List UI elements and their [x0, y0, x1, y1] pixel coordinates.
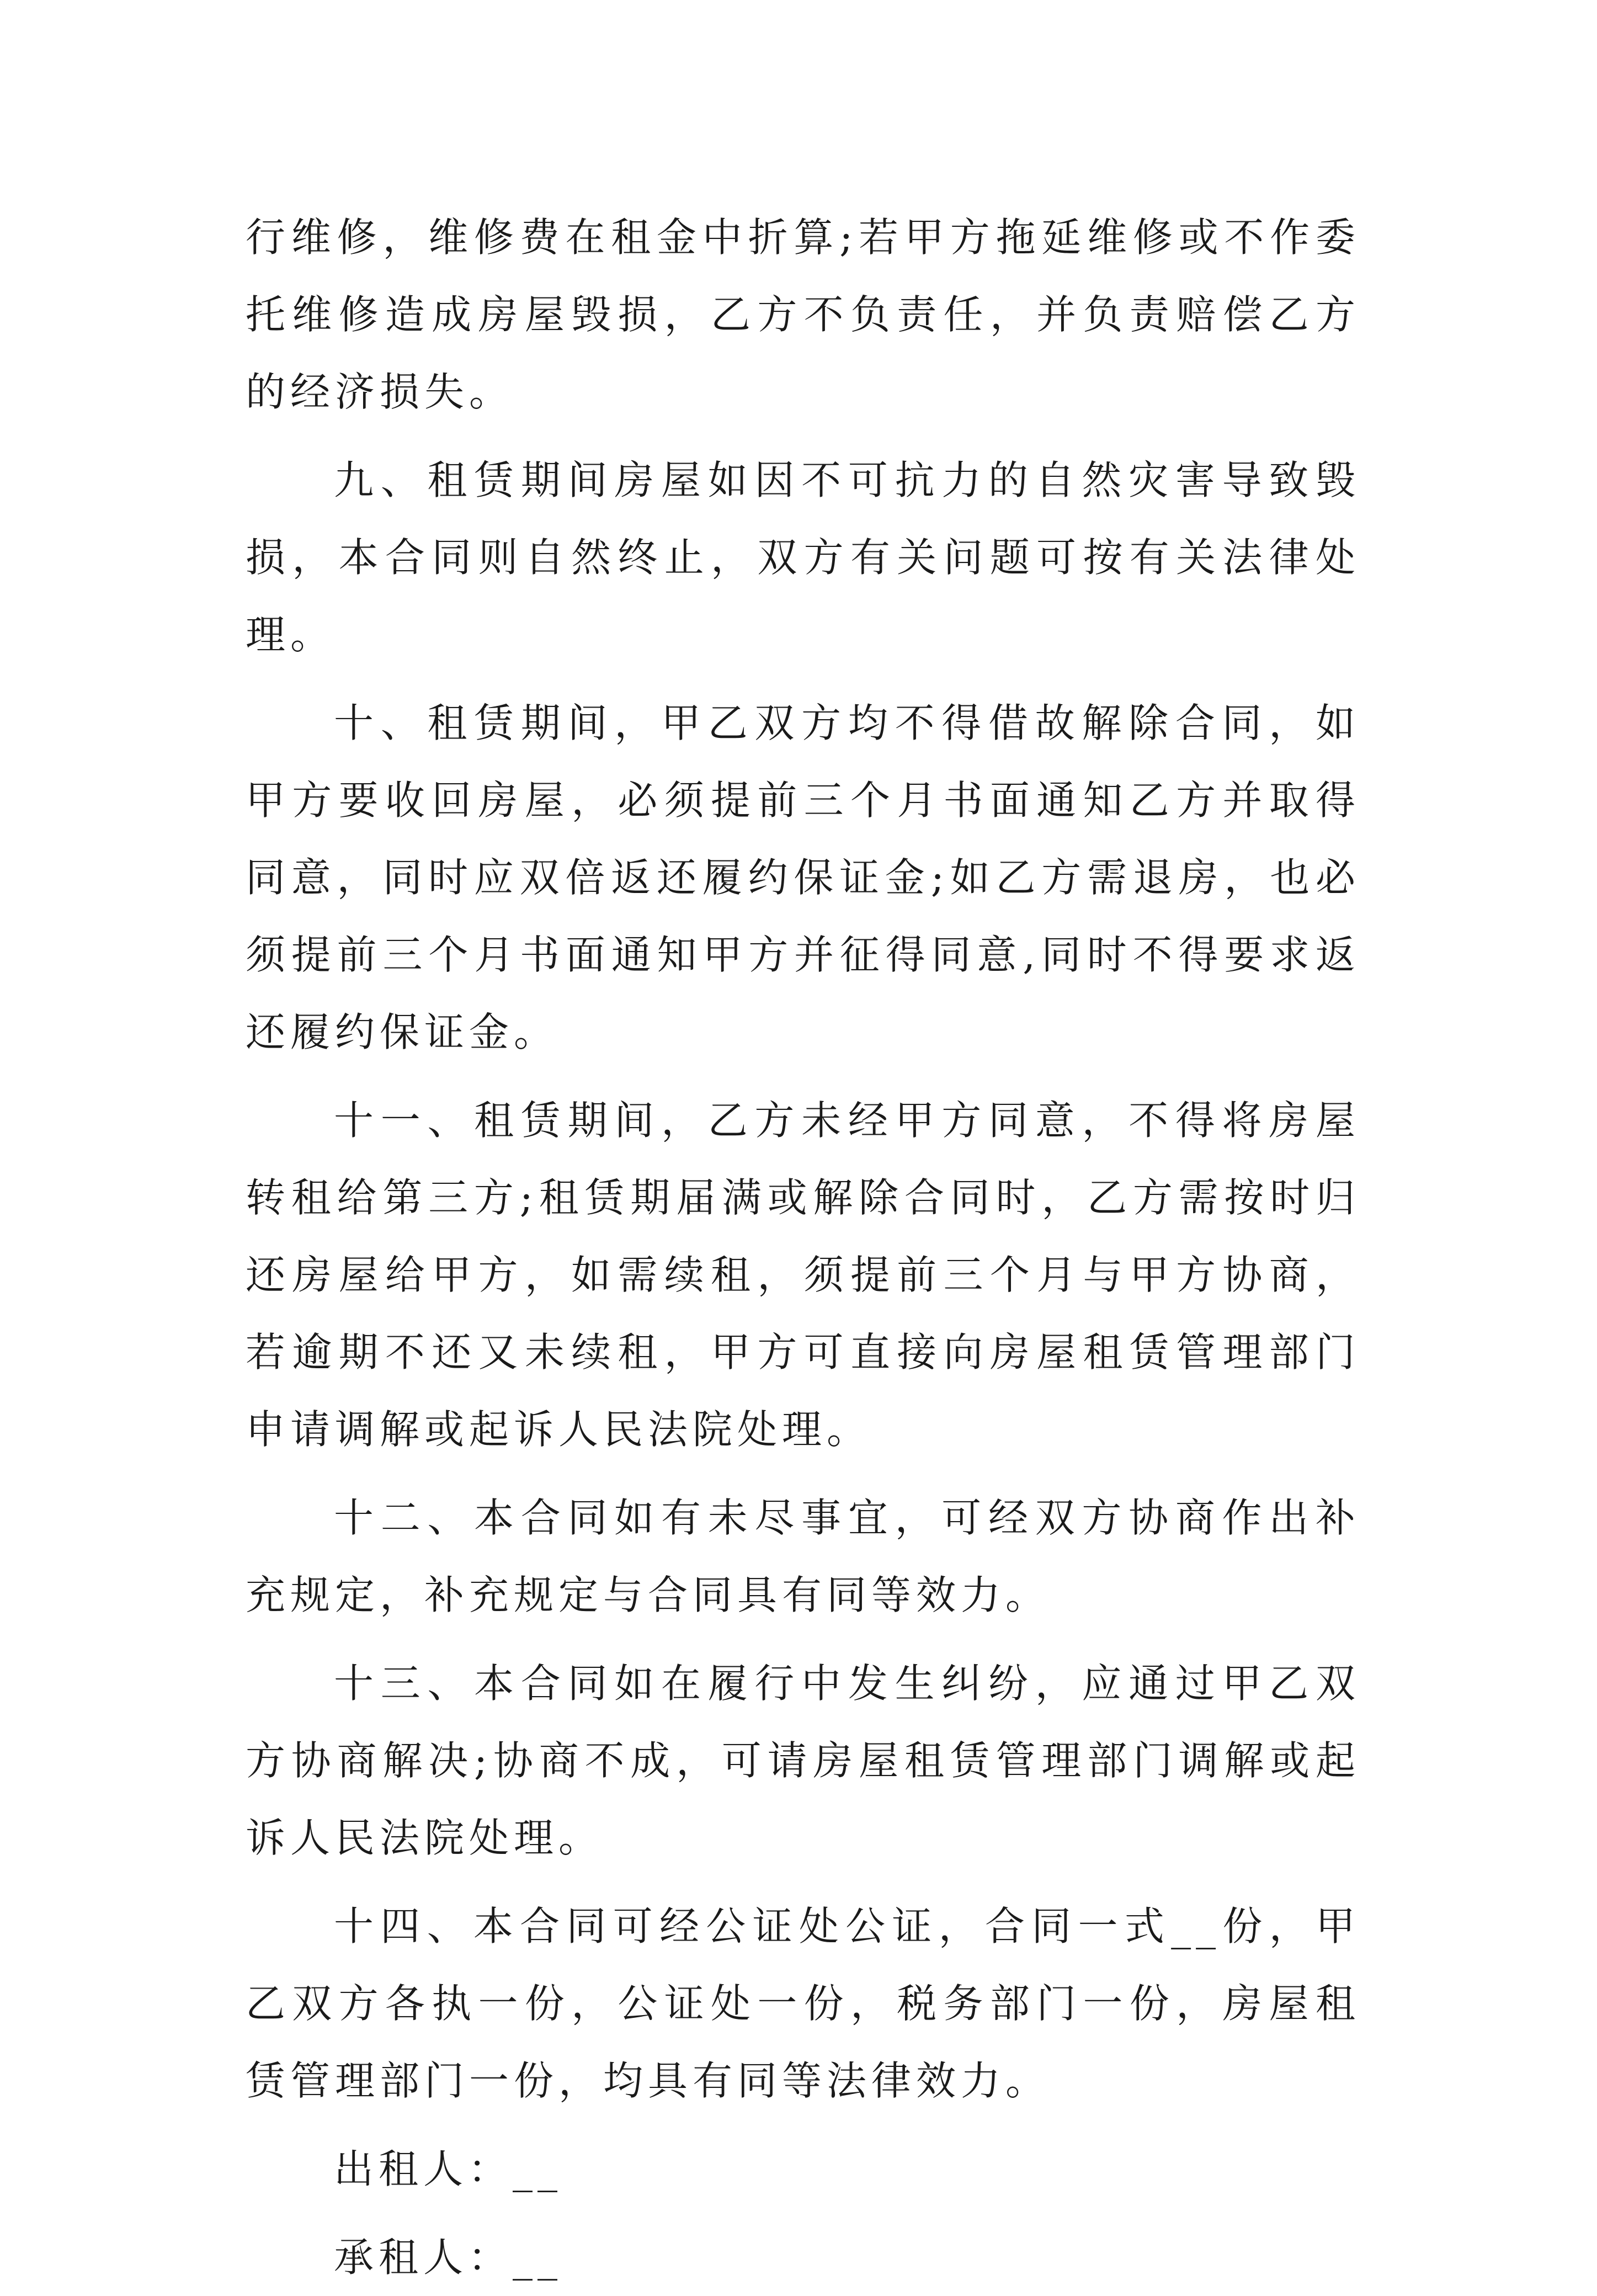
lessor-signature-line: 出租人：__	[334, 2146, 563, 2192]
paragraph-clause-14: 十四、本合同可经公证处公证，合同一式__份，甲乙双方各执一份，公证处一份，税务部门一份，房屋租赁管理部门一份，均具有同等法律效力。	[246, 1903, 1360, 2104]
document-body	[246, 199, 1360, 2296]
paragraph-clause-10: 十、租赁期间，甲乙双方均不得借故解除合同，如甲方要收回房屋，必须提前三个月书面通知乙方并取得同意，同时应双倍返还履约保证金;如乙方需退房，也必须提前三个月书面通知甲方并征得同意,同时不得要求返还履约保证金。	[246, 700, 1360, 1055]
paragraph-clause-13: 十三、本合同如在履行中发生纠纷，应通过甲乙双方协商解决;协商不成，可请房屋租赁管理部门调解或起诉人民法院处理。	[246, 1660, 1360, 1861]
lessee-signature-line: 承租人：__	[334, 2234, 563, 2281]
paragraph-continued-clause-8: 行维修，维修费在租金中折算;若甲方拖延维修或不作委托维修造成房屋毁损，乙方不负责任，并负责赔偿乙方的经济损失。	[246, 214, 1360, 415]
paragraph-clause-9: 九、租赁期间房屋如因不可抗力的自然灾害导致毁损，本合同则自然终止，双方有关问题可按有关法律处理。	[246, 457, 1360, 658]
paragraph-clause-11: 十一、租赁期间，乙方未经甲方同意，不得将房屋转租给第三方;租赁期届满或解除合同时，乙方需按时归还房屋给甲方，如需续租，须提前三个月与甲方协商，若逾期不还又未续租，甲方可直接向房屋租赁管理部门申请调解或起诉人民法院处理。	[246, 1097, 1360, 1453]
paragraph-clause-12: 十二、本合同如有未尽事宜，可经双方协商作出补充规定，补充规定与合同具有同等效力。	[246, 1495, 1360, 1618]
